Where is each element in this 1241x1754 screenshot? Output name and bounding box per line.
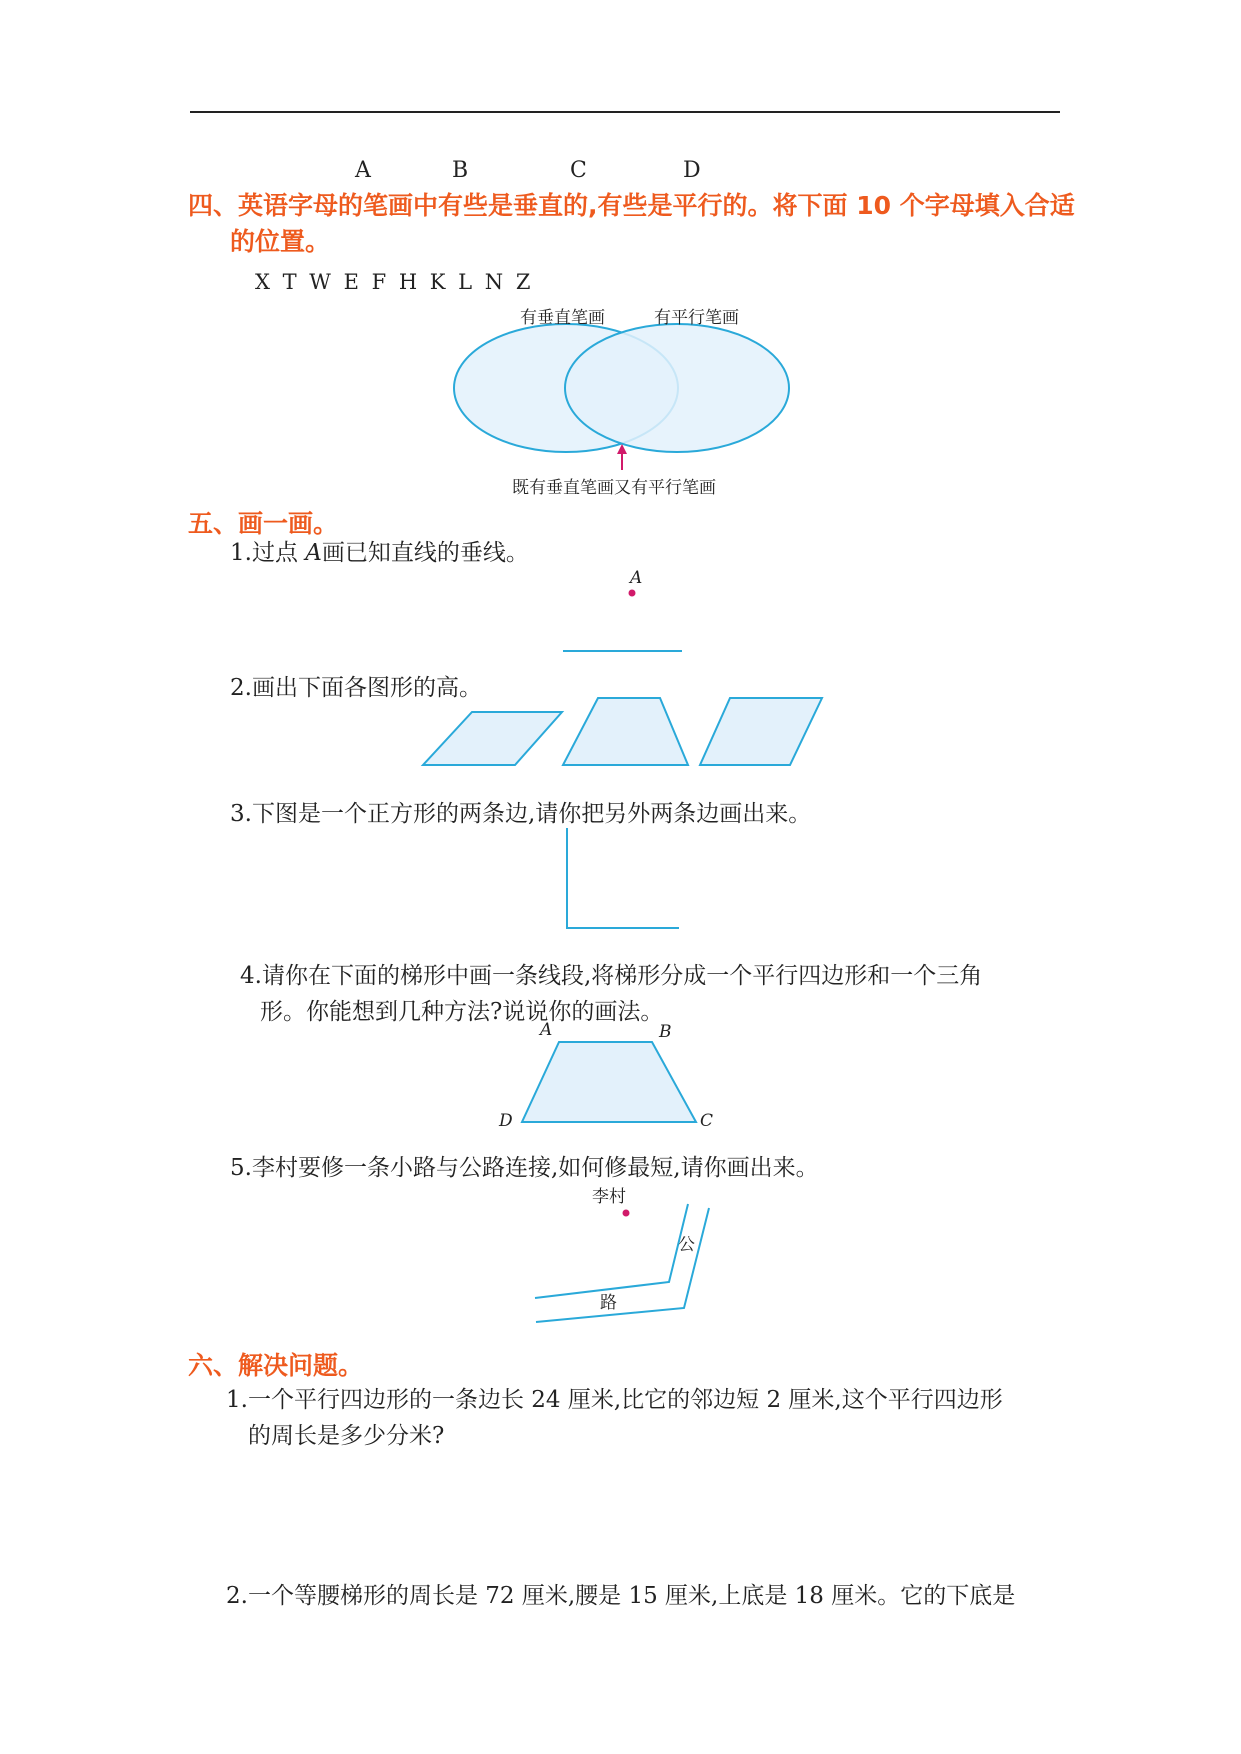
section4-heading-line2: 的位置。: [230, 227, 331, 256]
village-label: 李村: [592, 1187, 626, 1207]
venn-right-label: 有平行笔画: [654, 308, 739, 328]
point-a-dot: [629, 590, 636, 597]
letters-list: X T W E F H K L N Z: [255, 270, 534, 294]
parallelogram-2: [700, 698, 822, 765]
q5-1-point: A: [305, 540, 322, 566]
venn-both-label: 既有垂直笔画又有平行笔画: [512, 478, 716, 498]
village-dot: [623, 1210, 630, 1217]
road-edge-inner: [535, 1204, 688, 1298]
p6-1-line1: 1.一个平行四边形的一条边长 24 厘米,比它的邻边短 2 厘米,这个平行四边形: [226, 1387, 1003, 1413]
venn-right-ellipse: [565, 324, 789, 452]
choice-a: A: [355, 158, 371, 183]
parallelogram-1: [423, 712, 562, 765]
p6-2-line1: 2.一个等腰梯形的周长是 72 厘米,腰是 15 厘米,上底是 18 厘米。它的下底是: [226, 1583, 1016, 1609]
trap-label-b: B: [659, 1022, 672, 1042]
venn-left-label: 有垂直笔画: [520, 308, 605, 328]
point-a-label: A: [630, 568, 643, 588]
trap-label-c: C: [700, 1111, 714, 1131]
section6-heading: 六、解决问题。: [188, 1351, 364, 1380]
road-char-lu: 路: [600, 1293, 617, 1313]
q5-3-text: 3.下图是一个正方形的两条边,请你把另外两条边画出来。: [230, 801, 812, 827]
p6-1-line2: 的周长是多少分米?: [248, 1423, 445, 1449]
trap-label-a: A: [540, 1020, 553, 1040]
section4-heading-line1: 四、英语字母的笔画中有些是垂直的,有些是平行的。将下面 10 个字母填入合适: [188, 191, 1075, 220]
q5-1-text: [230, 535, 529, 571]
trapezoid-abcd: [522, 1042, 696, 1122]
q5-1-suffix: 画已知直线的垂线。: [321, 540, 529, 566]
venn-diagram: [454, 324, 789, 470]
q5-2-text: 2.画出下面各图形的高。: [230, 675, 482, 701]
q5-4-line2: 形。你能想到几种方法?说说你的画法。: [260, 999, 664, 1025]
trap-label-d: D: [499, 1111, 513, 1131]
choice-c: C: [570, 158, 587, 183]
choice-d: D: [683, 158, 701, 183]
q5-1-prefix: 1.过点: [230, 540, 306, 566]
choice-b: B: [452, 158, 469, 183]
trapezoid-shape: [563, 698, 688, 765]
road-char-gong: 公: [678, 1235, 695, 1255]
square-two-sides: [567, 828, 679, 928]
section5-heading: 五、画一画。: [188, 509, 339, 538]
q5-5-text: 5.李村要修一条小路与公路连接,如何修最短,请你画出来。: [230, 1155, 819, 1181]
q5-4-line1: 4.请你在下面的梯形中画一条线段,将梯形分成一个平行四边形和一个三角: [240, 963, 983, 989]
